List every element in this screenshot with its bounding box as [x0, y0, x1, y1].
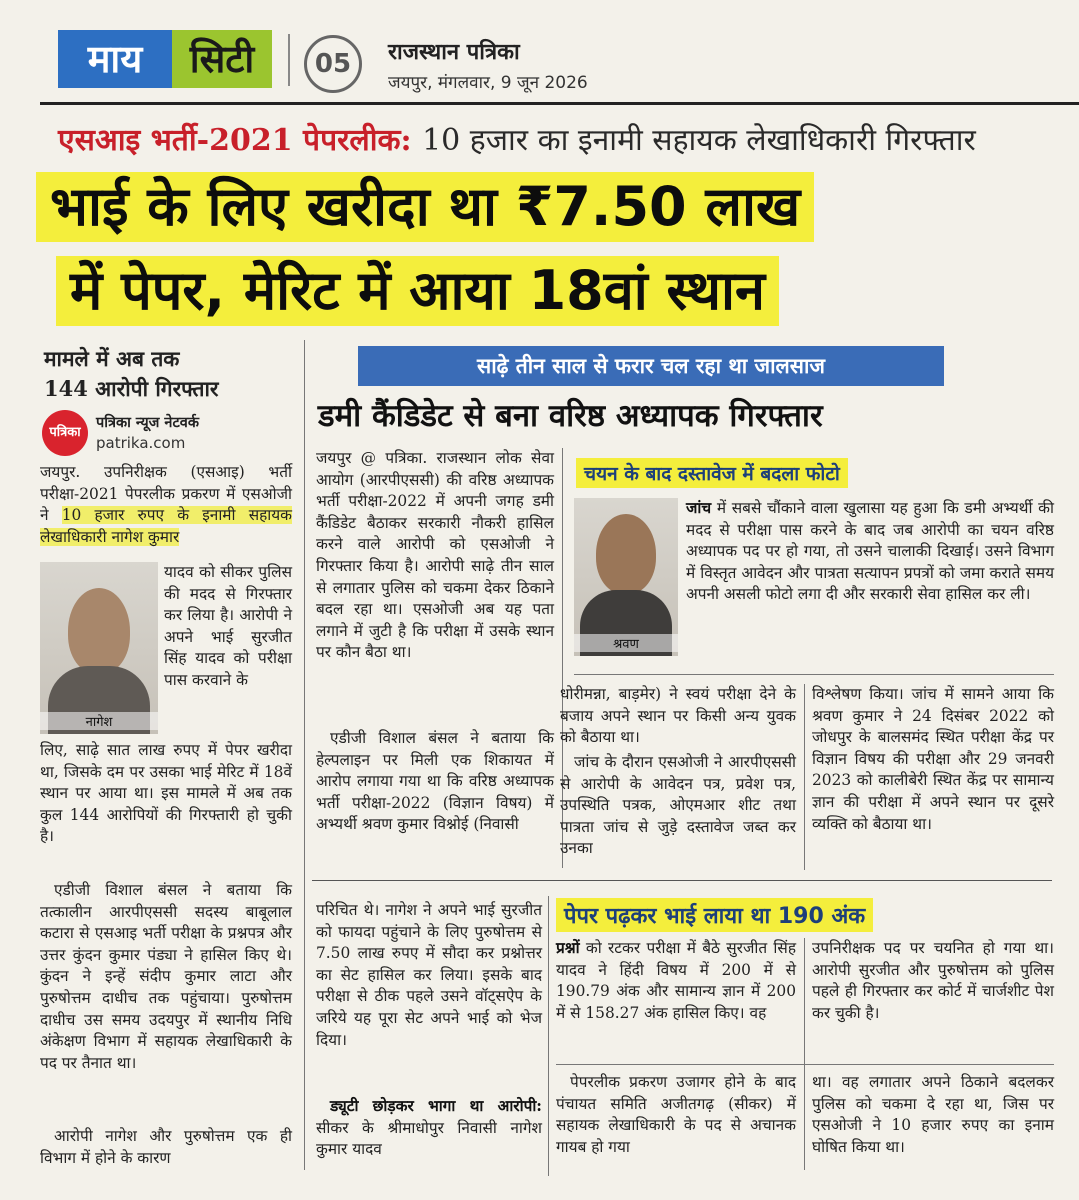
story1-col4-para: उपनिरीक्षक पद पर चयनित हो गया था। आरोपी सुरजीत और पुरुषोत्तम को पुलिस पहले ही गिरफ्तार कर कोर्ट में चार्जशीट पेश कर चुकी है।: [812, 939, 1054, 1022]
story2-headline: डमी कैंडिडेट से बना वरिष्ठ अध्यापक गिरफ्तार: [318, 398, 823, 434]
page-number: 05: [304, 35, 362, 93]
website: patrika.com: [96, 434, 186, 452]
section-label-city: सिटी: [172, 30, 272, 88]
story1-bottom-rule: [556, 1064, 1054, 1065]
story1-col3-bottom: पेपरलीक प्रकरण उजागर होने के बाद पंचायत समिति अजीतगढ़ (सीकर) में सहायक लेखाधिकारी के पद से अचानक गायब हो गया: [556, 1073, 796, 1156]
story1-col3-para: [556, 938, 796, 1024]
story2-col1-para2: एडीजी विशाल बंसल ने बताया कि हेल्पलाइन पर मिली एक शिकायत में आरोप लगाया गया था कि वरिष्ठ अध्यापक भर्ती परीक्षा-2022 (विज्ञान विषय) में अभ्यर्थी श्रवण कुमार विश्नोई (निवासी: [316, 729, 554, 834]
headline-line-1: भाई के लिए खरीदा था ₹7.50 लाख: [36, 172, 814, 242]
story1-col2-sub: [316, 1096, 542, 1161]
paper-name: राजस्थान पत्रिका: [388, 40, 520, 65]
masthead-divider: [288, 34, 290, 86]
story2-side-text: में सबसे चौंकाने वाला खुलासा यह हुआ कि डमी अभ्यर्थी की मदद से परीक्षा पास करने के बाद जब आरोपी का चयन वरिष्ठ अध्यापक पद पर हो गया, तो उसने चालाकी दिखाई। उसने विभाग में विस्तृत आवेदन और पात्रता सत्यापन प्रपत्रों को जमा कराते समय अपनी असली फोटो लगा दी और सरकारी सेवा हासिल कर ली।: [686, 499, 1054, 604]
story2-side-rule: [574, 674, 1054, 675]
story1-para1-lead: जयपुर. उपनिरीक्षक (एसआइ) भर्ती परीक्षा-2021 पेपरलीक प्रकरण में एसओजी ने: [40, 463, 292, 525]
story2-col3-para: विश्लेषण किया। जांच में सामने आया कि श्रवण कुमार ने 24 दिसंबर 2022 को जोधपुर के बालसमंद स्थित परीक्षा केंद्र पर विज्ञान विषय की परीक्षा और 29 जनवरी 2023 को कालीबेरी स्थित केंद्र पर सामान्य ज्ञान की परीक्षा में अपने स्थान पर दूसरे व्यक्ति को बैठाया था।: [812, 685, 1054, 833]
shravan-photo: [574, 498, 678, 656]
dateline: जयपुर, मंगलवार, 9 जून 2026: [388, 73, 588, 93]
story1-para3: आरोपी नागेश और पुरुषोत्तम एक ही विभाग में होने के कारण: [40, 1127, 292, 1167]
story1-col2-sub-text: सीकर के श्रीमाधोपुर निवासी नागेश कुमार यादव: [316, 1118, 542, 1159]
story1-para1-highlight: 10 हजार रुपए के इनामी सहायक लेखाधिकारी नागेश कुमार: [40, 506, 292, 546]
story2-subhead: चयन के बाद दस्तावेज में बदला फोटो: [576, 458, 848, 488]
story1-col2-para: परिचित थे। नागेश ने अपने भाई सुरजीत को फायदा पहुंचाने के लिए पुरुषोत्तम से 7.50 लाख रुपए में सौदा कर प्रश्नोत्तर का सेट हासिल कर लिया। इसके बाद परीक्षा से ठीक पहले उसने वॉट्सऐप के जरिये यह पूरा सेट अपने भाई को भेज दिया।: [316, 901, 542, 1049]
column-rule-1: [304, 340, 305, 1170]
nagesh-face: [68, 588, 130, 674]
story2-col2-para2: जांच के दौरान एसओजी ने आरपीएससी से आरोपी के आवेदन पत्र, प्रवेश पत्र, उपस्थिति पत्रक, ओएमआर शीट तथा पात्रता जांच से जुड़े दस्तावेज जब्त कर उनका: [560, 753, 796, 858]
section-label-may: माय: [58, 30, 172, 88]
story1-para2: एडीजी विशाल बंसल ने बताया कि तत्कालीन आरपीएससी सदस्य बाबूलाल कटारा से एसआइ भर्ती परीक्षा के प्रश्नपत्र और उत्तर कुंदन कुमार पंड्या ने हासिल किए थे। कुंदन ने इन्हें संदीप कुमार लाटा और पुरुषोत्तम दाधीच तक पहुंचाया। पुरुषोत्तम दाधीच उस समय उदयपुर में स्थानीय निधि अंकेक्षण विभाग में सहायक लेखाधिकारी के पद पर तैनात था।: [40, 881, 292, 1072]
story-separator: [312, 880, 1052, 881]
nagesh-photo: [40, 562, 158, 734]
story1-col4-bottom: था। वह लगातार अपने ठिकाने बदलकर पुलिस को चकमा दे रहा था, जिस पर एसओजी ने 10 हजार रुपए का इनाम घोषित किया था।: [812, 1073, 1054, 1156]
story1-col3-lead: प्रश्नों: [556, 939, 580, 957]
masthead-rule: [40, 102, 1079, 105]
story1-para1-wrap: यादव को सीकर पुलिस की मदद से गिरफ्तार कर लिया है। आरोपी ने अपने भाई सुरजीत सिंह यादव को परीक्षा पास करवाने के: [164, 563, 292, 689]
shravan-face: [596, 514, 656, 594]
story2-side-para: [686, 498, 1054, 606]
nagesh-caption: नागेश: [40, 712, 158, 730]
byline: पत्रिका न्यूज नेटवर्क: [96, 415, 199, 431]
story1-subhead-2: पेपर पढ़कर भाई लाया था 190 अंक: [556, 898, 873, 932]
headline-line-2: में पेपर, मेरिट में आया 18वां स्थान: [56, 256, 779, 326]
logo-text: पत्रिका: [49, 425, 81, 440]
story2-col2-para1: धोरीमन्ना, बाड़मेर) ने स्वयं परीक्षा देने के बजाय अपने स्थान पर किसी अन्य युवक को बैठाया था।: [560, 685, 796, 747]
shravan-caption: श्रवण: [574, 634, 678, 652]
story1-para1: [40, 462, 292, 548]
column-rule-3: [804, 684, 805, 870]
story1-para1-cont: लिए, साढ़े सात लाख रुपए में पेपर खरीदा था, जिसके दम पर उसका भाई मेरिट में 18वें स्थान पर आया था। इस मामले में अब तक कुल 144 आरोपियों की गिरफ्तारी हो चुकी है।: [40, 741, 292, 846]
story1-col2-sub-heading: ड्यूटी छोड़कर भागा था आरोपी:: [330, 1097, 542, 1115]
sidebar-count: [44, 344, 218, 404]
story2-side-lead: जांच: [686, 499, 712, 517]
kicker-text: 10 हजार का इनामी सहायक लेखाधिकारी गिरफ्तार: [422, 123, 976, 158]
column-rule-4: [548, 896, 549, 1176]
patrika-logo: [42, 410, 88, 456]
story2-strap: [358, 346, 944, 386]
sidebar-line-1: मामले में अब तक: [44, 346, 180, 371]
kicker: [58, 118, 976, 159]
story2-col1-para1: जयपुर @ पत्रिका. राजस्थान लोक सेवा आयोग (आरपीएससी) की वरिष्ठ अध्यापक भर्ती परीक्षा-2022 में अपनी जगह डमी कैंडिडेट बैठाकर सरकारी नौकरी हासिल करने वाले आरोपी को एसओजी ने गिरफ्तार किया है। आरोपी साढ़े तीन साल से लगातार पुलिस को चकमा देकर ठिकाने बदल रहा था। एसओजी अब यह पता लगाने में जुटी है कि परीक्षा में उसके स्थान पर कौन बैठा था।: [316, 449, 554, 662]
story2-strap-text: साढ़े तीन साल से फरार चल रहा था जालसाज: [477, 354, 825, 378]
sidebar-line-2: 144 आरोपी गिरफ्तार: [44, 376, 219, 401]
story1-col3-text: को रटकर परीक्षा में बैठे सुरजीत सिंह यादव ने हिंदी विषय में 200 में से 190.79 अंक और सामान्य ज्ञान में 200 में से 158.27 अंक हासिल किए। वह: [556, 939, 796, 1022]
column-rule-5: [804, 938, 805, 1170]
kicker-red: एसआइ भर्ती-2021 पेपरलीक:: [58, 123, 412, 158]
